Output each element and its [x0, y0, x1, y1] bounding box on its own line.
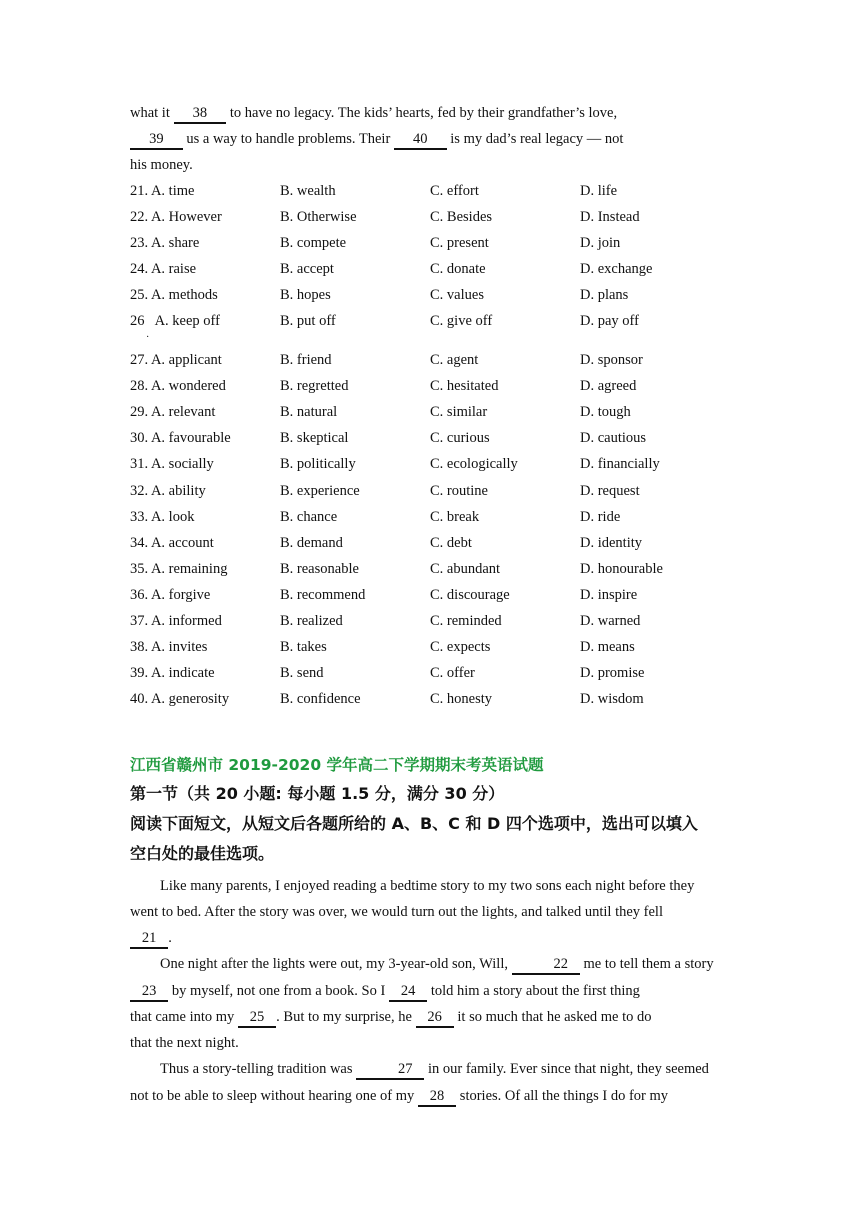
option-row: [130, 374, 730, 400]
option-cell: 23. A. share: [130, 234, 200, 251]
option-cell: D. promise: [580, 665, 645, 682]
story-line: Like many parents, I enjoyed reading a bedtime story to my two sons each night before they: [160, 877, 695, 894]
text: told him a story about the first thing: [427, 982, 640, 999]
text: to have no legacy. The kids’ hearts, fed by their grandfather’s love,: [226, 105, 618, 121]
option-row: [130, 204, 730, 230]
text: .: [168, 930, 172, 947]
story-line: [130, 1004, 730, 1030]
option-row: [130, 256, 730, 282]
blank-38: [174, 104, 227, 124]
option-cell: D. ride: [580, 508, 621, 525]
option-cell: C. curious: [430, 430, 490, 447]
option-cell: B. experience: [280, 482, 360, 499]
option-cell: B. politically: [280, 456, 356, 473]
option-cell: C. similar: [430, 404, 488, 421]
option-cell: B. demand: [280, 534, 343, 551]
option-cell: 25. A. methods: [130, 286, 218, 303]
option-cell: B. realized: [280, 613, 343, 630]
option-cell: D. life: [580, 182, 618, 199]
option-cell: B. accept: [280, 260, 334, 277]
section-title: 江西省赣州市 2019-2020 学年高二下学期期末考英语试题: [130, 755, 544, 774]
section-instruction-1: 阅读下面短文，从短文后各题所给的 A、B、C 和 D 四个选项中，选出可以填入: [130, 813, 698, 833]
option-cell: 27. A. applicant: [130, 352, 222, 369]
option-cell: D. inspire: [580, 586, 638, 603]
blank-number: 40: [413, 131, 428, 147]
option-cell: B. wealth: [280, 182, 336, 199]
story-line: went to bed. After the story was over, we would turn out the lights, and talked until they fell: [130, 904, 663, 921]
option-cell: D. pay off: [580, 313, 639, 330]
section-part: 第一节（共 20 小题: 每小题 1.5 分，满分 30 分）: [130, 783, 505, 803]
blank-number: 21: [141, 930, 157, 947]
blank-number: 38: [192, 105, 208, 121]
option-cell: 22. A. However: [130, 208, 222, 225]
option-row: [130, 635, 730, 661]
blank-22: [512, 955, 580, 975]
option-row: [130, 530, 730, 556]
option-cell: 28. A. wondered: [130, 378, 226, 395]
text: by myself, not one from a book. So I: [168, 982, 389, 999]
option-row: [130, 308, 730, 334]
option-cell: C. hesitated: [430, 378, 499, 395]
option-cell: 37. A. informed: [130, 613, 222, 630]
option-row: [130, 504, 730, 530]
section-instruction-2: 空白处的最佳选项。: [130, 843, 275, 863]
options-table: [130, 178, 730, 713]
option-cell: 33. A. look: [130, 508, 195, 525]
option-cell: 32. A. ability: [130, 482, 206, 499]
option-cell: B. takes: [280, 639, 327, 656]
option-cell: B. recommend: [280, 586, 366, 603]
text: me to tell them a story: [579, 956, 714, 973]
blank-number: 24: [400, 982, 416, 999]
blank-number: 28: [429, 1087, 445, 1104]
option-cell: C. honesty: [430, 691, 493, 708]
option-row: [130, 556, 730, 582]
option-cell: C. discourage: [430, 586, 510, 603]
blank-21: [130, 929, 168, 949]
option-row: [130, 400, 730, 426]
option-cell: C. agent: [430, 352, 479, 369]
option-cell: 36. A. forgive: [130, 586, 211, 603]
blank-25: [238, 1008, 276, 1028]
blank-number: 25: [249, 1008, 265, 1025]
option-row: [130, 661, 730, 687]
option-cell: D. join: [580, 234, 621, 251]
option-cell: C. expects: [430, 639, 491, 656]
story-line: that the next night.: [130, 1035, 239, 1052]
option-cell: C. break: [430, 508, 480, 525]
option-cell: D. warned: [580, 613, 641, 630]
option-cell: 21. A. time: [130, 182, 195, 199]
blank-number: 39: [149, 131, 164, 147]
text: . But to my surprise, he: [276, 1008, 416, 1025]
option-cell: C. reminded: [430, 613, 502, 630]
option-cell: 29. A. relevant: [130, 404, 216, 421]
blank-number: 26: [427, 1008, 442, 1025]
intro-line-3: his money.: [130, 157, 193, 173]
text: that came into my: [130, 1008, 238, 1025]
blank-number: 27: [398, 1061, 413, 1078]
option-cell: C. give off: [430, 313, 493, 330]
option-cell: 34. A. account: [130, 534, 214, 551]
option-cell: D. request: [580, 482, 640, 499]
document-page: [130, 100, 730, 1109]
option-cell: 39. A. indicate: [130, 665, 215, 682]
text: us a way to handle problems. Their: [182, 131, 394, 147]
option-cell: B. Otherwise: [280, 208, 357, 225]
option-row: [130, 282, 730, 308]
option-cell: D. exchange: [580, 260, 653, 277]
option-cell: C. offer: [430, 665, 475, 682]
option-cell: C. present: [430, 234, 489, 251]
option-row: [130, 178, 730, 204]
option-cell: C. donate: [430, 260, 486, 277]
option-cell: 31. A. socially: [130, 456, 214, 473]
option-cell: C. Besides: [430, 208, 493, 225]
text: One night after the lights were out, my 3-year-old son, Will,: [160, 956, 512, 973]
option-row: [130, 582, 730, 608]
option-row: [130, 230, 730, 256]
option-cell: C. debt: [430, 534, 472, 551]
blank-40: [394, 130, 447, 150]
option-cell: B. confidence: [280, 691, 361, 708]
option-row: [130, 452, 730, 478]
option-row: [130, 609, 730, 635]
story-line: [130, 978, 730, 1004]
option-cell: D. honourable: [580, 560, 663, 577]
blank-26: [416, 1008, 454, 1028]
option-cell: D. plans: [580, 286, 629, 303]
option-cell: B. hopes: [280, 286, 331, 303]
option-cell: D. Instead: [580, 208, 640, 225]
story-line: [130, 1083, 730, 1109]
option-cell: B. compete: [280, 234, 347, 251]
option-cell: B. natural: [280, 404, 338, 421]
text: not to be able to sleep without hearing one of my: [130, 1087, 418, 1104]
stray-dot: ·: [146, 331, 150, 343]
blank-27: [356, 1060, 424, 1080]
text: is my dad’s real legacy — not: [446, 131, 624, 147]
option-row: [130, 348, 730, 374]
option-row: [130, 687, 730, 713]
option-cell: D. means: [580, 639, 635, 656]
option-cell: B. friend: [280, 352, 332, 369]
option-cell: C. ecologically: [430, 456, 518, 473]
blank-23: [130, 982, 168, 1002]
option-cell: B. chance: [280, 508, 338, 525]
option-cell: D. cautious: [580, 430, 647, 447]
blank-24: [389, 982, 427, 1002]
blank-number: 22: [553, 956, 568, 973]
option-cell: D. tough: [580, 404, 631, 421]
option-cell: C. effort: [430, 182, 479, 199]
text: Thus a story-telling tradition was: [160, 1061, 357, 1078]
blank-39: [130, 130, 183, 150]
option-cell: 38. A. invites: [130, 639, 208, 656]
option-cell: C. abundant: [430, 560, 501, 577]
text: it so much that he asked me to do: [453, 1008, 652, 1025]
option-cell: B. skeptical: [280, 430, 349, 447]
option-cell: D. wisdom: [580, 691, 644, 708]
text: stories. Of all the things I do for my: [456, 1087, 669, 1104]
story-line: [130, 925, 730, 951]
option-cell: B. put off: [280, 313, 336, 330]
option-cell: 35. A. remaining: [130, 560, 228, 577]
blank-number: 23: [141, 982, 157, 999]
option-cell: D. sponsor: [580, 352, 643, 369]
option-cell: 24. A. raise: [130, 260, 197, 277]
intro-line-1: [130, 100, 730, 126]
text: what it: [130, 105, 174, 121]
option-cell: B. send: [280, 665, 324, 682]
option-cell: D. financially: [580, 456, 660, 473]
option-cell: 40. A. generosity: [130, 691, 230, 708]
option-cell: C. values: [430, 286, 484, 303]
option-cell: 26 A. keep off: [130, 313, 220, 330]
story-line: [130, 951, 730, 977]
intro-line-2: [130, 126, 730, 152]
option-row: [130, 426, 730, 452]
option-row: [130, 478, 730, 504]
blank-28: [418, 1087, 456, 1107]
option-cell: D. agreed: [580, 378, 637, 395]
option-cell: B. reasonable: [280, 560, 359, 577]
option-cell: D. identity: [580, 534, 643, 551]
story-line: [130, 1056, 730, 1082]
text: in our family. Ever since that night, they seemed: [424, 1061, 709, 1078]
option-cell: 30. A. favourable: [130, 430, 231, 447]
option-cell: C. routine: [430, 482, 488, 499]
option-cell: B. regretted: [280, 378, 349, 395]
